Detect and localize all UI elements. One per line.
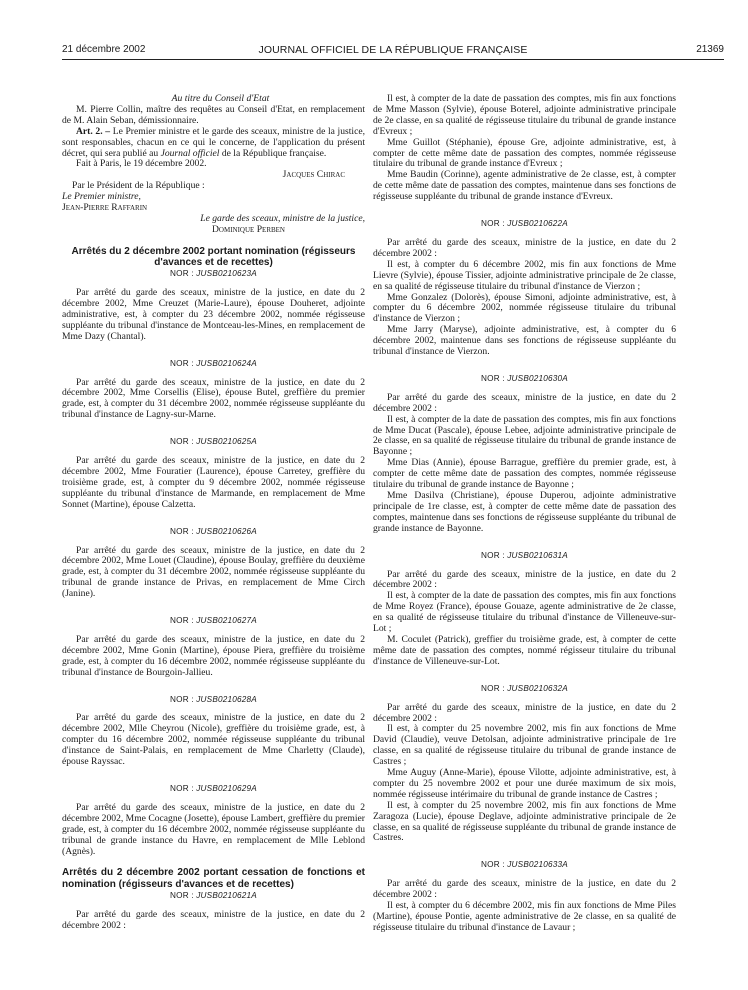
- page-header: [62, 44, 724, 60]
- nor-reference: NOR : JUSB0210625A: [170, 437, 257, 447]
- arrete-paragraph: Il est, à compter du 25 novembre 2002, mis fin aux fonctions de Mme Zaragoza (Lucie), épouse Deglave, adjointe administrative principale de 2e classe, en sa qualité de régisseuse suppléante du tribunal de grande instance de Castres.: [373, 799, 676, 844]
- fait-a-paris: Fait à Paris, le 19 décembre 2002.: [76, 158, 207, 170]
- nor-reference: NOR : JUSB0210630A: [481, 373, 568, 383]
- nor-reference: NOR : JUSB0210629A: [170, 784, 257, 793]
- nor-reference: NOR : JUSB0210632A: [481, 683, 568, 693]
- arrete-paragraph: Il est, à compter du 25 novembre 2002, mis fin aux fonctions de Mme David (Claudie), veuve Detolsan, adjointe administrative principale de 1re classe, en sa qualité de régisseuse titulaire du tribunal de grande instance de Castres ;: [373, 723, 676, 768]
- arrete-paragraph: Par arrêté du garde des sceaux, ministre de la justice, en date du 2 décembre 2002, Mme Fouratier (Laurence), épouse Carretey, greffière du troisième grade, est, à compter du 9 décembre 2002, nommée régisseuse suppléante du tribunal d'instance de Marmande, en remplacement de Mme Sonnet (Martine), épouse Calzetta.: [62, 455, 365, 510]
- article-text-2: de la République française.: [219, 147, 327, 159]
- arrete-paragraph: Par arrêté du garde des sceaux, ministre de la justice, en date du 2 décembre 2002, Mme Creuzet (Marie-Laure), épouse Douheret, adjointe administrative, est, à compter du 23 décembre 2002, nommée régisseuse suppléante du tribunal d'instance de Montceau-les-Mines, en remplacement de Mme Dazy (Chantal).: [62, 287, 365, 342]
- arrete-paragraph: Par arrêté du garde des sceaux, ministre de la justice, en date du 2 décembre 2002, Mme Corsellis (Elise), épouse Butel, greffière du premier grade, est, à compter du 31 décembre 2002, nommée régisseuse suppléante du tribunal d'instance de Lagny-sur-Marne.: [62, 376, 365, 421]
- arrete-paragraph: Il est, à compter du 6 décembre 2002, mis fin aux fonctions de Mme Lievre (Sylvie), épouse Tissier, adjointe administrative principale de 2e classe, en sa qualité de régisseuse titulaire du tribunal d'instance de Vierzon ;: [373, 258, 676, 292]
- nor-reference: NOR : JUSB0210627A: [170, 616, 257, 626]
- arrete-paragraph: Par arrêté du garde des sceaux, ministre de la justice, en date du 2 décembre 2002, Mlle Cheyrou (Nicole), greffière du troisième grade, est, à compter du 16 décembre 2002, nommée régisseuse suppléante du tribunal d'instance de Saint-Palais, en remplacement de Mme Charletty (Claude), épouse Rayssac.: [62, 712, 365, 768]
- arrete-paragraph: Par arrêté du garde des sceaux, ministre de la justice, en date du 2 décembre 2002 :: [373, 236, 676, 259]
- nor-reference: NOR : JUSB0210631A: [481, 550, 568, 560]
- arrete-paragraph: Par arrêté du garde des sceaux, ministre de la justice, en date du 2 décembre 2002 :: [373, 391, 676, 414]
- nor-reference: NOR : JUSB0210623A: [170, 269, 257, 279]
- header-date: 21 décembre 2002: [62, 44, 146, 55]
- article-text-1: Le Premier ministre et le garde des sceaux, ministre de la justice, sont responsables, chacun en ce qui le concerne, de l'application du présent décret, qui sera publié au: [62, 125, 365, 159]
- garde-name: Dominique Perben: [212, 223, 285, 235]
- arrete-paragraph: Il est, à compter de la date de passation des comptes, mis fin aux fonctions de Mme Masson (Sylvie), épouse Boterel, adjointe administrative principale de 2e classe, en sa qualité de régisseuse titulaire du tribunal de grande instance d'Evreux ;: [373, 93, 676, 137]
- header-rule: [62, 59, 724, 60]
- arrete-paragraph: Il est, à compter de la date de passation des comptes, mis fin aux fonctions de Mme Ducat (Pascale), épouse Lebee, adjointe administrative principale de 2e classe, en sa qualité de régisseuse titulaire du tribunal de grande instance de Bayonne ;: [373, 413, 676, 458]
- nor-reference: NOR : JUSB0210622A: [481, 219, 568, 229]
- arrete-paragraph: M. Coculet (Patrick), greffier du troisième grade, est, à compter de cette même date de passation des comptes, nommé régisseur titulaire du tribunal d'instance de Villeneuve-sur-Lot.: [373, 633, 676, 667]
- garde-title: Le garde des sceaux, ministre de la justice,: [200, 212, 365, 224]
- arrete-paragraph: Mme Dasilva (Christiane), épouse Duperou, adjointe administrative principale de 1re classe, est, à compter de cette même date de passation des comptes, maintenue dans ses fonctions de régisseuse suppléante du tribunal de grande instance de Bayonne.: [373, 490, 676, 534]
- arrete-paragraph: Mme Auguy (Anne-Marie), épouse Vilotte, adjointe administrative, est, à compter du 25 novembre 2002 et pour une durée maximum de six mois, nommée régisseuse intérimaire du tribunal de grande instance de Castres ;: [373, 767, 676, 800]
- nor-reference: NOR : JUSB0210621A: [170, 890, 257, 900]
- arrete-paragraph: Par arrêté du garde des sceaux, ministre de la justice, en date du 2 décembre 2002 :: [62, 908, 365, 931]
- par-le-president: Par le Président de la République :: [72, 180, 205, 192]
- arrete-paragraph: Mme Baudin (Corinne), agente administrative de 2e classe, est, à compter de cette même date de passation des comptes, maintenue dans ses fonctions de régisseuse suppléante du tribunal de grande instance d'Evreux.: [373, 169, 676, 203]
- article-text-jo: Journal officiel: [160, 147, 220, 159]
- nor-reference: NOR : JUSB0210626A: [170, 526, 257, 536]
- arrete-paragraph: Il est, à compter de la date de passation des comptes, mis fin aux fonctions de Mme Royez (France), épouse Gouaze, agente administrative de 2e classe, en sa qualité de régisseuse titulaire du tribunal d'instance de Villeneuve-sur-Lot ;: [373, 590, 676, 635]
- arrete-paragraph: Par arrêté du garde des sceaux, ministre de la justice, en date du 2 décembre 2002, Mme Louet (Claudine), épouse Boulay, greffière du deuxième grade, est, à compter du 31 décembre 2002, nommée régisseuse suppléante du tribunal de grande instance de Privas, en remplacement de Mme Circh (Janine).: [62, 544, 365, 600]
- nor-reference: NOR : JUSB0210628A: [170, 694, 257, 704]
- arrete-paragraph: Mme Gonzalez (Dolorès), épouse Simoni, adjointe administrative, est, à compter du 6 décembre 2002, nommée régisseuse titulaire du tribunal d'instance de Vierzon ;: [373, 291, 676, 325]
- article-label: Art. 2. –: [76, 125, 111, 137]
- conseil-heading: Au titre du Conseil d'Etat: [171, 93, 270, 104]
- arrete-paragraph: Il est, à compter du 6 décembre 2002, mis fin aux fonctions de Mme Piles (Martine), épouse Pontie, agente administrative de 2e classe, en sa qualité de régisseuse titulaire du tribunal d'instance de Lavaur ;: [373, 900, 676, 933]
- signature-president: Jacques Chirac: [282, 169, 345, 181]
- arrete-paragraph: Par arrêté du garde des sceaux, ministre de la justice, en date du 2 décembre 2002 :: [373, 878, 676, 901]
- section-title-nomination: Arrêtés du 2 décembre 2002 portant nomination (régisseurs d'avances et de recettes): [71, 245, 356, 268]
- arrete-paragraph: Mme Dias (Annie), épouse Barrague, greffière du premier grade, est, à compter de cette même date de passation des comptes, nommée régisseuse titulaire du tribunal de grande instance de Bayonne ;: [373, 457, 676, 491]
- left-column: [62, 94, 365, 932]
- header-title: JOURNAL OFFICIEL DE LA RÉPUBLIQUE FRANÇAISE: [258, 44, 528, 56]
- arrete-paragraph: Mme Jarry (Maryse), adjointe administrative, est, à compter du 6 décembre 2002, maintenue dans ses fonctions de régisseuse suppléante du tribunal d'instance de Vierzon.: [373, 324, 676, 358]
- section-title-cessation: Arrêtés du 2 décembre 2002 portant cessation de fonctions et nomination (régisseurs d'avances et de recettes): [62, 867, 365, 890]
- arrete-paragraph: Mme Guillot (Stéphanie), épouse Gre, adjointe administrative, est, à compter de cette même date de passation des comptes, nommée régisseuse titulaire du tribunal de grande instance d'Evreux ;: [373, 136, 676, 170]
- arrete-paragraph: Par arrêté du garde des sceaux, ministre de la justice, en date du 2 décembre 2002, Mme Cocagne (Josette), épouse Lambert, greffière du premier grade, est, à compter du 16 décembre 2002, nommée régisseuse suppléante du tribunal de grande instance du Havre, en remplacement de Mlle Leblond (Agnès).: [62, 801, 365, 857]
- header-page-number: 21369: [696, 44, 724, 55]
- arrete-paragraph: Par arrêté du garde des sceaux, ministre de la justice, en date du 2 décembre 2002, Mme Gonin (Martine), épouse Piera, greffière du troisième grade, est, à compter du 16 décembre 2002, nommée régisseuse suppléante du tribunal d'instance de Bourgoin-Jallieu.: [62, 633, 365, 678]
- nor-reference: NOR : JUSB0210624A: [170, 358, 257, 368]
- arrete-paragraph: Par arrêté du garde des sceaux, ministre de la justice, en date du 2 décembre 2002 :: [373, 701, 676, 724]
- arrete-paragraph: Par arrêté du garde des sceaux, ministre de la justice, en date du 2 décembre 2002 :: [373, 568, 676, 591]
- pm-name: Jean-Pierre Raffarin: [62, 202, 148, 214]
- right-column: [373, 94, 676, 934]
- article-2: [62, 127, 365, 160]
- pm-title: Le Premier ministre,: [62, 191, 141, 203]
- nor-reference: NOR : JUSB0210633A: [481, 860, 568, 870]
- conseil-text: M. Pierre Collin, maître des requêtes au Conseil d'Etat, en remplacement de M. Alain Seban, démissionnaire.: [62, 103, 365, 126]
